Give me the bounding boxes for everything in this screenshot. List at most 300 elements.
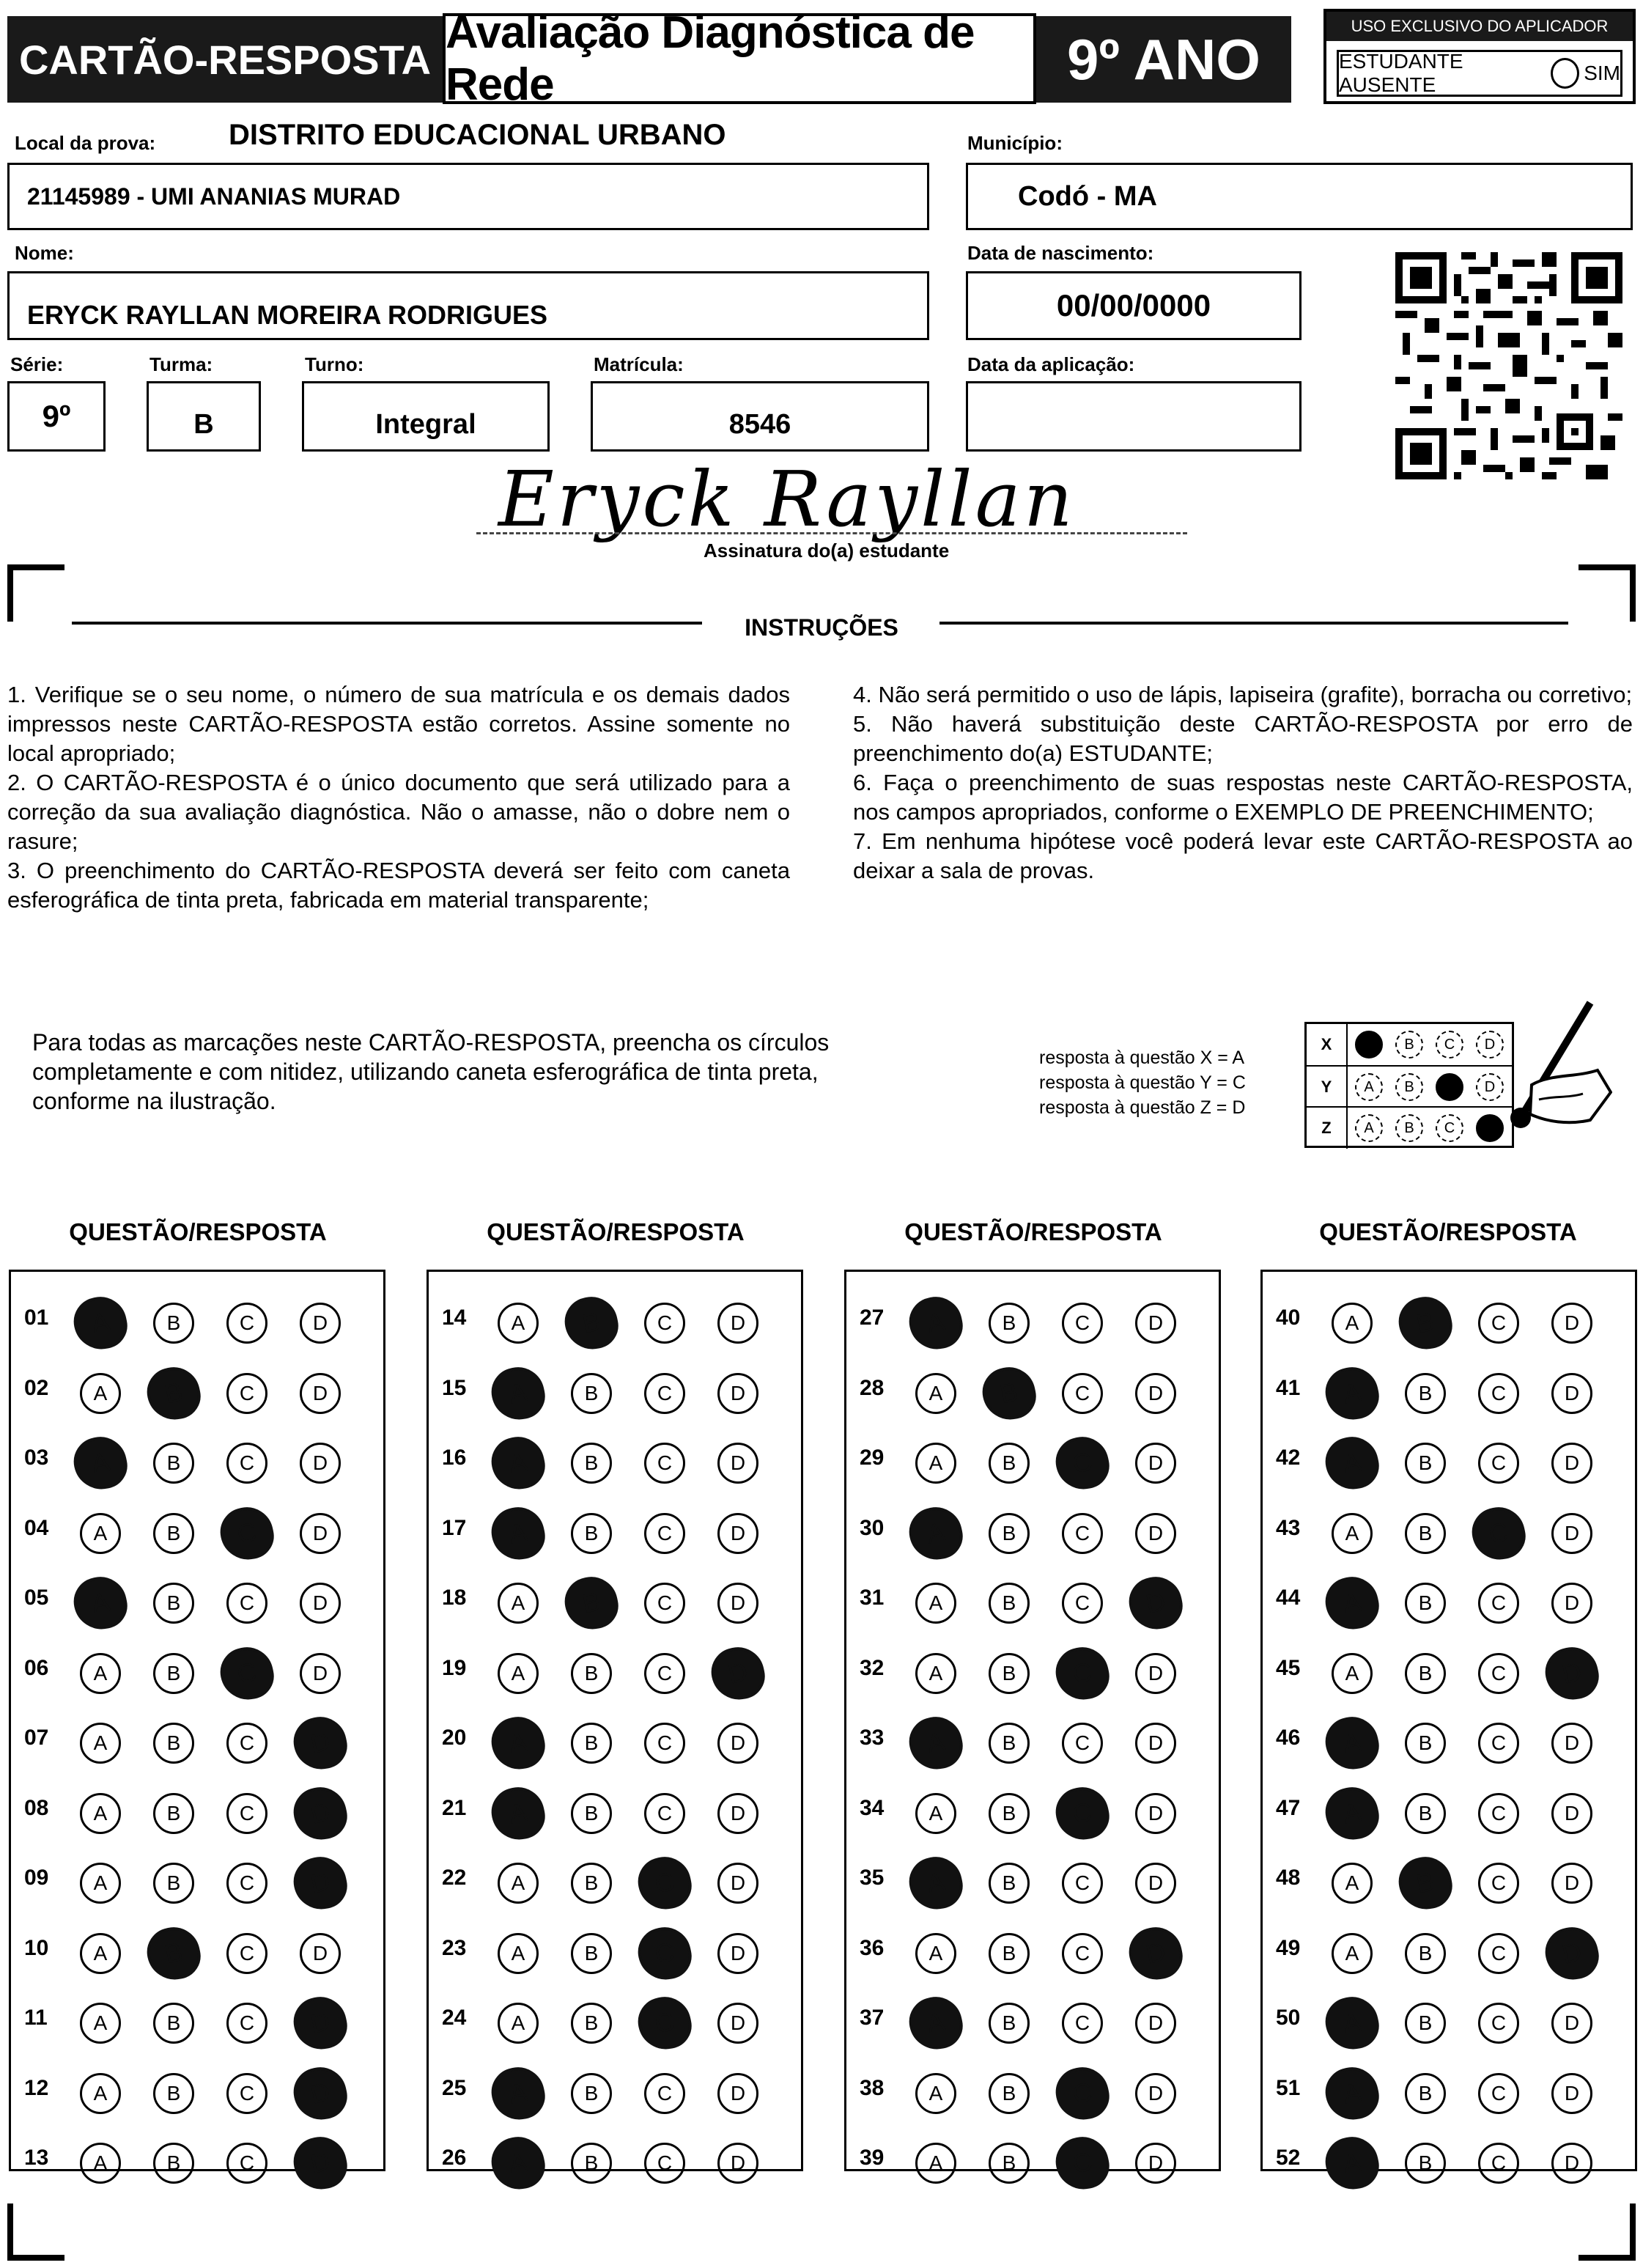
question-number: 49 bbox=[1276, 1935, 1301, 1960]
answer-bubble-c[interactable]: C bbox=[1051, 2132, 1113, 2194]
answer-bubble-c[interactable]: C bbox=[1062, 1583, 1103, 1624]
answer-row bbox=[11, 1985, 383, 2055]
answer-bubble-b[interactable]: B bbox=[153, 2073, 194, 2114]
answer-row bbox=[846, 1285, 1219, 1355]
question-number: 52 bbox=[1276, 2146, 1301, 2170]
answer-row bbox=[1263, 2055, 1635, 2126]
answer-bubble-b[interactable]: B bbox=[560, 1572, 622, 1634]
answer-bubble-a[interactable]: A bbox=[904, 1292, 967, 1354]
answer-bubble-c[interactable]: C bbox=[1062, 1723, 1103, 1764]
answer-bubble-d[interactable]: D bbox=[289, 1712, 351, 1774]
answer-bubble-b[interactable]: B bbox=[142, 1362, 204, 1424]
question-number: 46 bbox=[1276, 1726, 1301, 1750]
answer-bubble-d[interactable]: D bbox=[289, 1992, 351, 2054]
answer-bubble-a[interactable]: A bbox=[80, 1723, 121, 1764]
nome-label: Nome: bbox=[15, 242, 74, 264]
answer-bubble-b[interactable]: B bbox=[153, 1583, 194, 1624]
answer-bubble-d[interactable]: D bbox=[1551, 1863, 1592, 1904]
answer-row bbox=[846, 2055, 1219, 2126]
answer-bubble-c[interactable]: C bbox=[1062, 2003, 1103, 2044]
question-number: 19 bbox=[442, 1655, 467, 1680]
example-bubble-d: D bbox=[1476, 1031, 1504, 1058]
answer-bubble-b[interactable]: B bbox=[1405, 2003, 1446, 2044]
instructions-title: INSTRUÇÕES bbox=[745, 614, 898, 641]
example-y: resposta à questão Y = C bbox=[1039, 1072, 1246, 1093]
answer-bubble-d[interactable]: D bbox=[1135, 1303, 1176, 1344]
answer-bubble-c[interactable]: C bbox=[644, 1373, 685, 1414]
answer-row bbox=[846, 1355, 1219, 1426]
answer-bubble-c[interactable]: C bbox=[226, 1373, 267, 1414]
answer-bubble-c[interactable]: C bbox=[633, 1852, 695, 1914]
answer-row bbox=[429, 2125, 801, 2195]
answer-bubble-a[interactable]: A bbox=[1332, 1303, 1373, 1344]
question-number: 30 bbox=[860, 1515, 885, 1540]
answer-bubble-b[interactable]: B bbox=[1405, 1443, 1446, 1484]
question-number: 44 bbox=[1276, 1586, 1301, 1610]
answer-bubble-c[interactable]: C bbox=[1478, 1583, 1519, 1624]
answer-bubble-d[interactable]: D bbox=[1135, 2143, 1176, 2184]
answer-bubble-c[interactable]: C bbox=[1478, 1933, 1519, 1974]
answer-bubble-d[interactable]: D bbox=[717, 2143, 758, 2184]
answer-bubble-c[interactable]: C bbox=[1478, 2143, 1519, 2184]
example-bubble-c: C bbox=[1436, 1031, 1463, 1058]
answer-bubble-a[interactable]: A bbox=[498, 1863, 539, 1904]
answer-bubble-b[interactable]: B bbox=[1405, 1653, 1446, 1694]
answer-bubble-c[interactable]: C bbox=[1051, 1432, 1113, 1494]
answer-bubble-b[interactable]: B bbox=[1405, 1933, 1446, 1974]
answer-bubble-a[interactable]: A bbox=[80, 1863, 121, 1904]
answer-row bbox=[429, 1285, 801, 1355]
answer-bubble-b[interactable]: B bbox=[989, 1933, 1030, 1974]
answer-bubble-a[interactable]: A bbox=[1321, 1782, 1383, 1844]
answer-bubble-b[interactable]: B bbox=[1394, 1852, 1456, 1914]
answer-bubble-b[interactable]: B bbox=[153, 1653, 194, 1694]
answer-bubble-b[interactable]: B bbox=[1405, 1513, 1446, 1554]
answer-bubble-c[interactable]: C bbox=[1051, 1642, 1113, 1704]
column-title: QUESTÃO/RESPOSTA bbox=[69, 1218, 327, 1245]
turno-field[interactable]: Integral bbox=[302, 381, 550, 452]
question-number: 24 bbox=[442, 2006, 467, 2030]
answer-bubble-b[interactable]: B bbox=[571, 1933, 612, 1974]
question-number: 40 bbox=[1276, 1306, 1301, 1330]
answer-bubble-c[interactable]: C bbox=[226, 1863, 267, 1904]
question-number: 33 bbox=[860, 1726, 885, 1750]
question-number: 31 bbox=[860, 1586, 885, 1610]
answer-bubble-c[interactable]: C bbox=[226, 2073, 267, 2114]
answer-row bbox=[11, 1635, 383, 1706]
answer-row bbox=[846, 1775, 1219, 1846]
matricula-field[interactable]: 8546 bbox=[591, 381, 929, 452]
answer-row bbox=[11, 1915, 383, 1986]
answer-bubble-b[interactable]: B bbox=[989, 1583, 1030, 1624]
answer-bubble-c[interactable]: C bbox=[1062, 1863, 1103, 1904]
answer-bubble-c[interactable]: C bbox=[644, 1583, 685, 1624]
answer-bubble-a[interactable]: A bbox=[1332, 1653, 1373, 1694]
answer-bubble-b[interactable]: B bbox=[153, 1513, 194, 1554]
answer-bubble-d[interactable]: D bbox=[300, 1443, 341, 1484]
answer-bubble-b[interactable]: B bbox=[571, 2003, 612, 2044]
answer-row bbox=[11, 1425, 383, 1495]
answer-bubble-c[interactable]: C bbox=[1051, 2062, 1113, 2124]
example-bubble-c: C bbox=[1436, 1073, 1463, 1101]
answer-bubble-d[interactable]: D bbox=[300, 1373, 341, 1414]
answer-bubble-b[interactable]: B bbox=[1405, 2143, 1446, 2184]
answer-bubble-d[interactable]: D bbox=[300, 1303, 341, 1344]
answer-bubble-d[interactable]: D bbox=[1135, 2003, 1176, 2044]
aplicacao-field[interactable] bbox=[966, 381, 1302, 452]
answer-row bbox=[11, 1845, 383, 1915]
answer-row bbox=[429, 1495, 801, 1566]
applicator-box bbox=[1323, 9, 1636, 104]
answer-bubble-d[interactable]: D bbox=[1135, 1443, 1176, 1484]
answer-bubble-a[interactable]: A bbox=[1332, 1513, 1373, 1554]
answer-bubble-d[interactable]: D bbox=[1551, 1723, 1592, 1764]
answer-bubble-c[interactable]: C bbox=[1478, 1863, 1519, 1904]
answer-bubble-a[interactable]: A bbox=[1321, 2132, 1383, 2194]
answer-bubble-c[interactable]: C bbox=[1051, 1782, 1113, 1844]
answer-bubble-a[interactable]: A bbox=[80, 1653, 121, 1694]
answer-bubble-d[interactable]: D bbox=[1551, 1513, 1592, 1554]
answer-bubble-d[interactable]: D bbox=[1124, 1572, 1186, 1634]
answer-bubble-c[interactable]: C bbox=[1478, 1653, 1519, 1694]
answer-bubble-c[interactable]: C bbox=[1478, 2073, 1519, 2114]
answer-bubble-a[interactable]: A bbox=[904, 1502, 967, 1564]
answer-bubble-c[interactable]: C bbox=[1467, 1502, 1529, 1564]
answer-bubble-a[interactable]: A bbox=[80, 1933, 121, 1974]
answer-bubble-c[interactable]: C bbox=[226, 1443, 267, 1484]
answer-bubble-a[interactable]: A bbox=[487, 1782, 549, 1844]
answer-bubble-c[interactable]: C bbox=[633, 1922, 695, 1984]
answer-bubble-a[interactable]: A bbox=[498, 2003, 539, 2044]
answer-bubble-a[interactable]: A bbox=[498, 1653, 539, 1694]
answer-bubble-a[interactable]: A bbox=[915, 1793, 956, 1834]
answer-bubble-c[interactable]: C bbox=[1478, 1373, 1519, 1414]
answer-bubble-c[interactable]: C bbox=[644, 1653, 685, 1694]
answer-bubble-b[interactable]: B bbox=[571, 1513, 612, 1554]
answer-bubble-d[interactable]: D bbox=[717, 1933, 758, 1974]
answer-bubble-a[interactable]: A bbox=[1321, 1432, 1383, 1494]
answer-bubble-a[interactable]: A bbox=[1332, 1863, 1373, 1904]
question-number: 04 bbox=[24, 1515, 49, 1540]
question-number: 38 bbox=[860, 2075, 885, 2100]
answer-row bbox=[429, 1775, 801, 1846]
answer-bubble-b[interactable]: B bbox=[153, 1443, 194, 1484]
example-bubble-d: D bbox=[1476, 1114, 1504, 1142]
answer-bubble-a[interactable]: A bbox=[904, 1992, 967, 2054]
answer-bubble-a[interactable]: A bbox=[80, 2003, 121, 2044]
answer-bubble-a[interactable]: A bbox=[915, 1443, 956, 1484]
answer-bubble-d[interactable]: D bbox=[1135, 1793, 1176, 1834]
answer-bubble-b[interactable]: B bbox=[1405, 2073, 1446, 2114]
answer-bubble-b[interactable]: B bbox=[153, 1863, 194, 1904]
answer-bubble-b[interactable]: B bbox=[989, 1303, 1030, 1344]
municipio-label: Município: bbox=[967, 132, 1063, 154]
question-number: 29 bbox=[860, 1446, 885, 1470]
answer-row bbox=[11, 1355, 383, 1426]
answer-bubble-d[interactable]: D bbox=[289, 1782, 351, 1844]
question-number: 45 bbox=[1276, 1655, 1301, 1680]
answer-row bbox=[1263, 1775, 1635, 1846]
answer-bubble-c[interactable]: C bbox=[644, 1513, 685, 1554]
applicator-title: USO EXCLUSIVO DO APLICADOR bbox=[1326, 12, 1633, 41]
municipio-field[interactable]: Codó - MA bbox=[966, 163, 1633, 230]
answer-bubble-a[interactable]: A bbox=[915, 1583, 956, 1624]
answer-bubble-a[interactable]: A bbox=[915, 1653, 956, 1694]
answer-bubble-a[interactable]: A bbox=[487, 2132, 549, 2194]
answer-bubble-b[interactable]: B bbox=[142, 1922, 204, 1984]
answer-bubble-a[interactable]: A bbox=[1321, 1572, 1383, 1634]
answer-bubble-b[interactable]: B bbox=[989, 1653, 1030, 1694]
answer-bubble-b[interactable]: B bbox=[989, 2073, 1030, 2114]
question-number: 26 bbox=[442, 2146, 467, 2170]
answer-bubble-a[interactable]: A bbox=[498, 1583, 539, 1624]
answer-bubble-b[interactable]: B bbox=[1405, 1583, 1446, 1624]
answer-bubble-a[interactable]: A bbox=[1321, 1362, 1383, 1424]
answer-bubble-b[interactable]: B bbox=[1394, 1292, 1456, 1354]
answer-row bbox=[11, 1705, 383, 1775]
answer-row bbox=[846, 1635, 1219, 1706]
answer-bubble-a[interactable]: A bbox=[915, 2073, 956, 2114]
answer-bubble-a[interactable]: A bbox=[487, 1362, 549, 1424]
question-number: 13 bbox=[24, 2146, 49, 2170]
answer-bubble-b[interactable]: B bbox=[1405, 1793, 1446, 1834]
answer-bubble-a[interactable]: A bbox=[80, 2143, 121, 2184]
question-number: 51 bbox=[1276, 2075, 1301, 2100]
example-bubble-c: C bbox=[1436, 1114, 1463, 1142]
answer-bubble-d[interactable]: D bbox=[717, 1373, 758, 1414]
question-number: 35 bbox=[860, 1866, 885, 1890]
answer-bubble-d[interactable]: D bbox=[289, 1852, 351, 1914]
answer-bubble-c[interactable]: C bbox=[644, 1793, 685, 1834]
answer-bubble-d[interactable]: D bbox=[717, 2003, 758, 2044]
answer-bubble-b[interactable]: B bbox=[571, 1863, 612, 1904]
question-number: 10 bbox=[24, 1935, 49, 1960]
question-number: 27 bbox=[860, 1306, 885, 1330]
question-number: 23 bbox=[442, 1935, 467, 1960]
answer-bubble-b[interactable]: B bbox=[571, 1793, 612, 1834]
answer-bubble-b[interactable]: B bbox=[989, 2003, 1030, 2044]
answer-bubble-b[interactable]: B bbox=[571, 1373, 612, 1414]
answer-bubble-a[interactable]: A bbox=[80, 1373, 121, 1414]
answer-bubble-c[interactable]: C bbox=[215, 1502, 278, 1564]
example-legend bbox=[1039, 1045, 1246, 1120]
answer-bubble-a[interactable]: A bbox=[487, 1502, 549, 1564]
answer-bubble-a[interactable]: A bbox=[69, 1432, 131, 1494]
answer-bubble-c[interactable]: C bbox=[644, 1443, 685, 1484]
answer-bubble-b[interactable]: B bbox=[1405, 1373, 1446, 1414]
answer-bubble-d[interactable]: D bbox=[1551, 1793, 1592, 1834]
answer-bubble-c[interactable]: C bbox=[644, 1723, 685, 1764]
answer-bubble-d[interactable]: D bbox=[1551, 1373, 1592, 1414]
answer-bubble-b[interactable]: B bbox=[989, 1443, 1030, 1484]
corner-mark-top-left bbox=[6, 563, 64, 622]
answer-row bbox=[429, 1845, 801, 1915]
answer-row bbox=[429, 1915, 801, 1986]
answer-bubble-c[interactable]: C bbox=[644, 2073, 685, 2114]
answer-bubble-a[interactable]: A bbox=[1332, 1933, 1373, 1974]
answer-bubble-b[interactable]: B bbox=[571, 1443, 612, 1484]
answer-bubble-d[interactable]: D bbox=[300, 1513, 341, 1554]
answer-bubble-a[interactable]: A bbox=[80, 1513, 121, 1554]
exam-title: Avaliação Diagnóstica de Rede bbox=[443, 13, 1036, 104]
answer-bubble-d[interactable]: D bbox=[1135, 1513, 1176, 1554]
answer-bubble-d[interactable]: D bbox=[289, 2132, 351, 2194]
answer-bubble-d[interactable]: D bbox=[1551, 2143, 1592, 2184]
answer-bubble-c[interactable]: C bbox=[644, 1303, 685, 1344]
answer-bubble-a[interactable]: A bbox=[915, 1373, 956, 1414]
answer-bubble-b[interactable]: B bbox=[153, 2143, 194, 2184]
absent-checkbox[interactable] bbox=[1551, 58, 1579, 89]
answer-bubble-b[interactable]: B bbox=[571, 1723, 612, 1764]
answer-bubble-d[interactable]: D bbox=[1124, 1922, 1186, 1984]
answer-bubble-a[interactable]: A bbox=[487, 1712, 549, 1774]
question-number: 43 bbox=[1276, 1515, 1301, 1540]
answer-bubble-a[interactable]: A bbox=[498, 1303, 539, 1344]
answer-bubble-d[interactable]: D bbox=[289, 2062, 351, 2124]
answer-bubble-d[interactable]: D bbox=[300, 1933, 341, 1974]
answer-bubble-b[interactable]: B bbox=[560, 1292, 622, 1354]
answer-bubble-d[interactable]: D bbox=[300, 1583, 341, 1624]
column-title: QUESTÃO/RESPOSTA bbox=[487, 1218, 745, 1245]
answer-bubble-c[interactable]: C bbox=[1062, 1513, 1103, 1554]
answer-bubble-a[interactable]: A bbox=[1321, 1992, 1383, 2054]
answer-row bbox=[846, 1425, 1219, 1495]
question-number: 42 bbox=[1276, 1446, 1301, 1470]
answer-bubble-c[interactable]: C bbox=[1478, 1303, 1519, 1344]
answer-bubble-d[interactable]: D bbox=[706, 1642, 769, 1704]
answer-bubble-c[interactable]: C bbox=[215, 1642, 278, 1704]
card-title: CARTÃO-RESPOSTA bbox=[7, 16, 443, 103]
answer-bubble-d[interactable]: D bbox=[1540, 1642, 1603, 1704]
answer-row bbox=[1263, 1495, 1635, 1566]
answer-bubble-d[interactable]: D bbox=[717, 1723, 758, 1764]
example-bubble-a: A bbox=[1355, 1031, 1383, 1058]
answer-bubble-b[interactable]: B bbox=[978, 1362, 1040, 1424]
answer-bubble-c[interactable]: C bbox=[1062, 1933, 1103, 1974]
answer-bubble-d[interactable]: D bbox=[717, 1303, 758, 1344]
answer-bubble-b[interactable]: B bbox=[153, 2003, 194, 2044]
answer-bubble-b[interactable]: B bbox=[989, 2143, 1030, 2184]
grade-title: 9º ANO bbox=[1036, 16, 1291, 103]
answer-bubble-c[interactable]: C bbox=[1062, 1373, 1103, 1414]
answer-bubble-d[interactable]: D bbox=[1135, 1653, 1176, 1694]
answer-bubble-d[interactable]: D bbox=[1551, 1583, 1592, 1624]
answer-bubble-c[interactable]: C bbox=[644, 2143, 685, 2184]
answer-bubble-a[interactable]: A bbox=[80, 2073, 121, 2114]
answer-bubble-d[interactable]: D bbox=[717, 1583, 758, 1624]
answer-row bbox=[1263, 1635, 1635, 1706]
answer-bubble-b[interactable]: B bbox=[153, 1303, 194, 1344]
answer-bubble-a[interactable]: A bbox=[915, 1933, 956, 1974]
answer-bubble-c[interactable]: C bbox=[226, 1723, 267, 1764]
answer-bubble-c[interactable]: C bbox=[226, 2143, 267, 2184]
answer-bubble-a[interactable]: A bbox=[487, 2062, 549, 2124]
answer-bubble-b[interactable]: B bbox=[989, 1723, 1030, 1764]
answer-bubble-b[interactable]: B bbox=[989, 1793, 1030, 1834]
answer-bubble-a[interactable]: A bbox=[487, 1432, 549, 1494]
answer-bubble-d[interactable]: D bbox=[717, 1863, 758, 1904]
turma-field[interactable]: B bbox=[147, 381, 261, 452]
answer-bubble-d[interactable]: D bbox=[1135, 1863, 1176, 1904]
answer-bubble-d[interactable]: D bbox=[717, 1443, 758, 1484]
answer-bubble-b[interactable]: B bbox=[153, 1723, 194, 1764]
question-number: 06 bbox=[24, 1655, 49, 1680]
answer-bubble-a[interactable]: A bbox=[904, 1852, 967, 1914]
answer-bubble-b[interactable]: B bbox=[1405, 1723, 1446, 1764]
answer-bubble-c[interactable]: C bbox=[1478, 1723, 1519, 1764]
answer-bubble-a[interactable]: A bbox=[80, 1793, 121, 1834]
answer-bubble-c[interactable]: C bbox=[226, 1303, 267, 1344]
local-field[interactable]: 21145989 - UMI ANANIAS MURAD bbox=[7, 163, 929, 230]
answer-bubble-d[interactable]: D bbox=[717, 1793, 758, 1834]
answer-bubble-d[interactable]: D bbox=[1135, 1723, 1176, 1764]
answer-bubble-d[interactable]: D bbox=[717, 1513, 758, 1554]
question-number: 32 bbox=[860, 1655, 885, 1680]
answer-bubble-c[interactable]: C bbox=[226, 1583, 267, 1624]
nome-field[interactable]: ERYCK RAYLLAN MOREIRA RODRIGUES bbox=[7, 271, 929, 340]
answer-bubble-a[interactable]: A bbox=[69, 1292, 131, 1354]
answer-bubble-b[interactable]: B bbox=[571, 2143, 612, 2184]
question-number: 47 bbox=[1276, 1795, 1301, 1820]
answer-bubble-a[interactable]: A bbox=[1321, 2062, 1383, 2124]
answer-bubble-c[interactable]: C bbox=[1478, 1443, 1519, 1484]
answer-bubble-d[interactable]: D bbox=[717, 2073, 758, 2114]
answer-bubble-c[interactable]: C bbox=[1478, 1793, 1519, 1834]
answer-bubble-b[interactable]: B bbox=[989, 1513, 1030, 1554]
question-number: 18 bbox=[442, 1586, 467, 1610]
answer-bubble-b[interactable]: B bbox=[989, 1863, 1030, 1904]
question-number: 03 bbox=[24, 1446, 49, 1470]
answer-bubble-a[interactable]: A bbox=[69, 1572, 131, 1634]
instruction-7: 7. Em nenhuma hipótese você poderá levar este CARTÃO-RESPOSTA ao deixar a sala de provas. bbox=[853, 828, 1633, 883]
answer-bubble-c[interactable]: C bbox=[1062, 1303, 1103, 1344]
answer-bubble-c[interactable]: C bbox=[633, 1992, 695, 2054]
instruction-4: 4. Não será permitido o uso de lápis, lapiseira (grafite), borracha ou corretivo; bbox=[853, 682, 1633, 707]
corner-mark-bottom-left bbox=[6, 2203, 64, 2262]
answer-bubble-c[interactable]: C bbox=[226, 1793, 267, 1834]
nasc-field[interactable]: 00/00/0000 bbox=[966, 271, 1302, 340]
answer-bubble-b[interactable]: B bbox=[571, 2073, 612, 2114]
answer-row bbox=[11, 2125, 383, 2195]
answer-bubble-d[interactable]: D bbox=[1135, 2073, 1176, 2114]
signature-caption: Assinatura do(a) estudante bbox=[704, 540, 950, 562]
answer-column-4 bbox=[1260, 1270, 1637, 2179]
answer-bubble-b[interactable]: B bbox=[153, 1793, 194, 1834]
answer-bubble-d[interactable]: D bbox=[300, 1653, 341, 1694]
answer-column-3 bbox=[844, 1270, 1221, 2179]
answer-bubble-d[interactable]: D bbox=[1540, 1922, 1603, 1984]
answer-bubble-a[interactable]: A bbox=[904, 1712, 967, 1774]
answer-bubble-a[interactable]: A bbox=[498, 1933, 539, 1974]
answer-bubble-c[interactable]: C bbox=[226, 1933, 267, 1974]
turma-label: Turma: bbox=[149, 353, 213, 375]
turno-label: Turno: bbox=[305, 353, 364, 375]
answer-bubble-d[interactable]: D bbox=[1135, 1373, 1176, 1414]
answer-bubble-a[interactable]: A bbox=[915, 2143, 956, 2184]
answer-bubble-b[interactable]: B bbox=[571, 1653, 612, 1694]
corner-mark-bottom-right bbox=[1579, 2203, 1637, 2262]
answer-bubble-d[interactable]: D bbox=[1551, 2073, 1592, 2114]
answer-bubble-c[interactable]: C bbox=[226, 2003, 267, 2044]
instructions-left bbox=[7, 680, 790, 915]
answer-bubble-d[interactable]: D bbox=[1551, 1443, 1592, 1484]
answer-bubble-d[interactable]: D bbox=[1551, 2003, 1592, 2044]
answer-bubble-c[interactable]: C bbox=[1478, 2003, 1519, 2044]
answer-bubble-d[interactable]: D bbox=[1551, 1303, 1592, 1344]
answer-row bbox=[846, 1495, 1219, 1566]
answer-bubble-a[interactable]: A bbox=[1321, 1712, 1383, 1774]
serie-field[interactable]: 9º bbox=[7, 381, 106, 452]
